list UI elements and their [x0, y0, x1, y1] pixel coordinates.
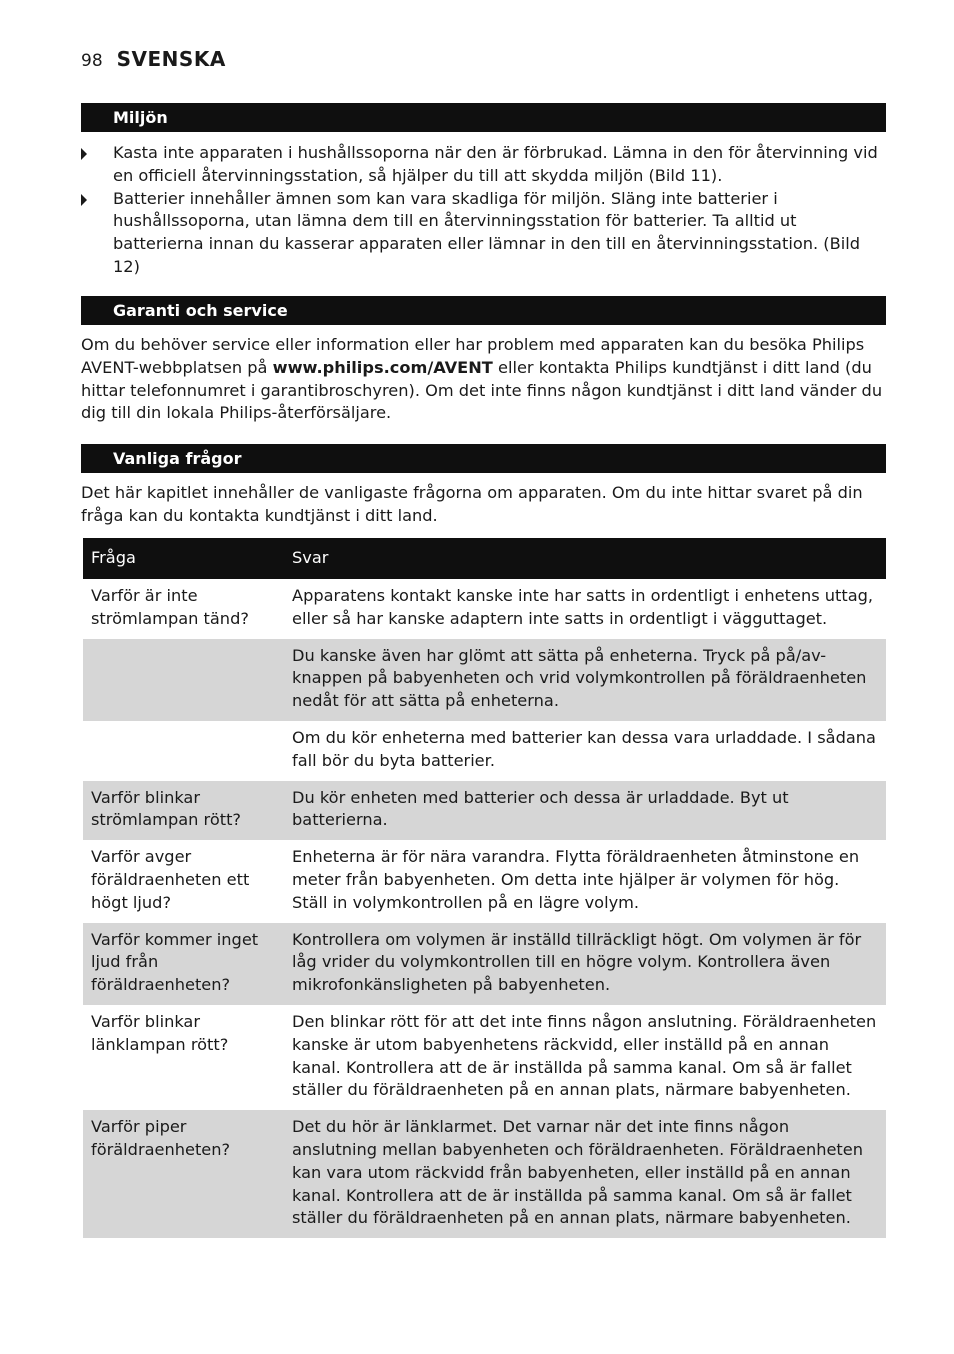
- faq-answer: Enheterna är för nära varandra. Flytta föräldraenheten åtminstone en meter från babyenheten. Om detta inte hjälper är volymen för hög. Ställ in volymkontrollen på en lägre volym.: [292, 847, 860, 912]
- bullet-arrow-icon: [81, 148, 87, 160]
- faq-table-body: [83, 579, 886, 1238]
- faq-answer: Kontrollera om volymen är inställd tillräckligt högt. Om volymen är för låg vrider du volymkontrollen till en högre volym. Kontrollera även mikrofonkänsligheten på babyenheten.: [284, 923, 886, 1005]
- faq-table: [83, 538, 886, 1238]
- faq-question: [83, 721, 284, 781]
- faq-header-row: [83, 538, 886, 579]
- table-row: [83, 1110, 886, 1238]
- section-heading-faq: Vanliga frågor: [81, 444, 886, 473]
- list-item: [81, 142, 891, 188]
- faq-answer: Apparatens kontakt kanske inte har satts in ordentligt i enhetens uttag, eller så har kanske adaptern inte satts in ordentligt i vägguttaget.: [292, 586, 874, 628]
- faq-question: Varför kommer inget ljud från föräldraenheten?: [83, 923, 284, 1005]
- table-row: [83, 840, 886, 922]
- faq-answer: Om du kör enheterna med batterier kan dessa vara urladdade. I sådana fall bör du byta batterier.: [292, 727, 876, 770]
- faq-intro: Det här kapitlet innehåller de vanligaste frågorna om apparaten. Om du inte hittar svaret på din fråga kan du kontakta kundtjänst i ditt land.: [81, 483, 863, 525]
- language-heading: SVENSKA: [116, 47, 226, 71]
- table-row: [83, 1005, 886, 1110]
- faq-question: Varför blinkar strömlampan rött?: [83, 781, 284, 841]
- faq-answer: Den blinkar rött för att det inte finns någon anslutning. Föräldraenheten kanske är utom babyenhetens räckvidd, eller inställd på en annan kanal. Kontrollera att de är inställda på samma kanal. Om så är fallet ställer du föräldraenheten på en annan plats, närmare babyenheten.: [292, 1011, 877, 1100]
- bullet-text: Batterier innehåller ämnen som kan vara skadliga för miljön. Släng inte batterier i hushållssoporna, utan lämna dem till en återvinningsstation för batterier. Ta alltid ut batterierna innan du kasserar apparaten eller lämnar in den till en återvinningsstation. (Bild 12): [113, 188, 860, 276]
- faq-answer: Det du hör är länklarmet. Det varnar när det inte finns någon anslutning mellan babyenheten och föräldraenheten. Föräldraenheten kan vara utom räckvidd från babyenheten, eller inställd på en annan kanal. Kontrollera att de är inställda på samma kanal. Om så är fallet ställer du föräldraenheten på en annan plats, närmare babyenheten.: [284, 1110, 886, 1238]
- warranty-text-end: eller kontakta Philips kundtjänst i ditt land (du hittar telefonnumret i garantibroschyren). Om det inte finns någon kundtjänst i ditt land vänder du dig till din lokala Philips-återförsäljare.: [81, 357, 883, 423]
- table-row: [83, 781, 886, 841]
- bullet-text: Kasta inte apparaten i hushållssoporna när den är förbrukad. Lämna in den för återvinning vid en officiell återvinningsstation, så hjälper du till att skydda miljön (Bild 11).: [113, 143, 878, 185]
- section-heading-environment: Miljön: [81, 103, 886, 132]
- column-header-question: Fråga: [83, 538, 284, 579]
- table-row: [83, 579, 886, 639]
- table-row: [83, 721, 886, 781]
- faq-question: Varför avger föräldraenheten ett högt ljud?: [91, 847, 250, 912]
- website-link[interactable]: www.philips.com/AVENT: [272, 357, 493, 377]
- faq-answer: Du kör enheten med batterier och dessa är urladdade. Byt ut batterierna.: [284, 781, 886, 841]
- table-row: [83, 639, 886, 721]
- warranty-paragraph: [81, 334, 891, 425]
- faq-question: Varför blinkar länklampan rött?: [91, 1011, 229, 1054]
- environment-bullet-list: [81, 142, 891, 279]
- list-item: [81, 188, 891, 279]
- faq-question: Varför är inte strömlampan tänd?: [91, 586, 249, 628]
- warranty-text-start: Om du behöver service eller information eller har problem med apparaten kan du besöka Philips AVENT-webbplatsen på: [81, 335, 865, 377]
- bullet-arrow-icon: [81, 194, 87, 206]
- faq-question: Varför piper föräldraenheten?: [83, 1110, 284, 1238]
- faq-answer: Du kanske även har glömt att sätta på enheterna. Tryck på på/av-knappen på babyenheten och vrid volymkontrollen på föräldraenheten nedåt för att sätta på enheterna.: [284, 639, 886, 721]
- page-header: [81, 47, 226, 75]
- column-header-answer: Svar: [284, 538, 886, 579]
- section-heading-warranty: Garanti och service: [81, 296, 886, 325]
- page-number: 98: [81, 51, 103, 71]
- faq-question: [83, 639, 284, 721]
- table-row: [83, 923, 886, 1005]
